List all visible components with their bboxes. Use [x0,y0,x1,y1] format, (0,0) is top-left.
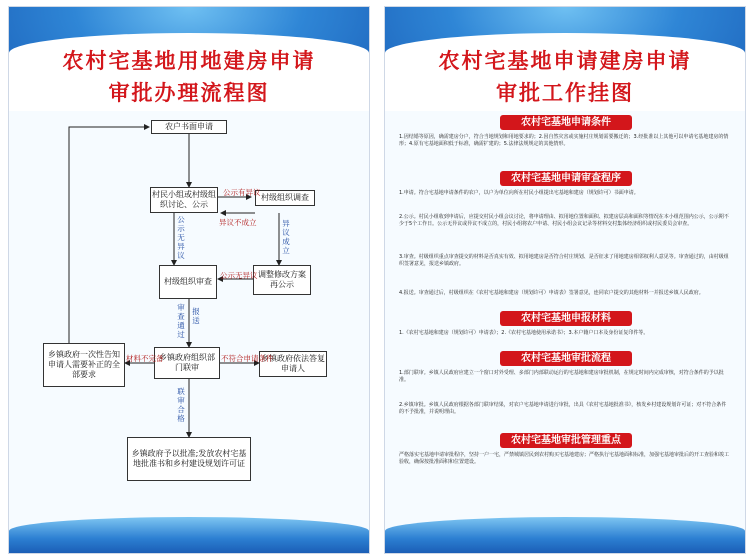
review-step-4: 4.报送。审查通过后，村级组织在《农村宅基地和建房（规划许可）申请表》签署意见，连同农户提交的其他材料一并报送乡镇人民政府。 [399,290,704,296]
poster-footer-band [385,517,745,553]
section-process-heading: 农村宅基地审批流程 [500,351,632,366]
flow-apply-box: 农户书面申请 [151,120,227,134]
section-key-points-heading: 农村宅基地审批管理重点 [500,433,632,448]
poster-title: 农村宅基地申请建房申请 [438,49,692,73]
label-objection-invalid: 异议不成立 [219,218,257,227]
process-step-2: 2.乡镇审批。乡镇人民政府根据各部门联审结果，对农户宅基地申请进行审批，出具《农村宅基地批准书》，核发乡村建设规划许可证；对不符合条件的不予批准，并说明理由。 [399,402,727,415]
section-conditions-heading: 农村宅基地申请条件 [500,115,632,130]
flow-township-review-box: 乡镇政府组织部门联审 [154,347,220,379]
label-incomplete: 材料不完备 [126,354,164,363]
label-objection-valid: 异议成立 [282,219,290,255]
label-report: 报送 [192,307,200,325]
poster-title: 农村宅基地用地建房申请 [62,49,316,73]
work-chart-poster [384,6,746,554]
review-step-2: 2.公示。村民小组收到申请后，应提交村民小组会议讨论，将申请理由、拟用地位置和面积、拟建房层高和面积等情况在本小组范围内公示，公示期不少于5个工作日。公示无异议或异议不成立的，村民小组将农户申请、村民小组会议记录等材料交村集体经济组织或村民委员会审查。 [399,214,729,227]
flow-notify-box: 乡镇政府一次性告知申请人需要补正的全部要求 [43,343,125,387]
review-step-3: 3.审查。村级组织重点审查提交的材料是否真实有效、拟用地建房是否符合村庄规划、是否征求了用地建房相邻权利人意见等。审查通过的，由村级组织签署意见，报送乡镇政府。 [399,254,729,267]
key-points-text: 严格落实宅基地申请审批程序，坚持一户一宅，严禁城镇居民到农村购买宅基地建房；严格执行宅基地面积标准，加强宅基地审批后的开工查验和竣工验收，确保按批准面积和位置建设。 [399,452,730,465]
flowchart-poster [8,6,370,554]
flow-modify-box: 调整修改方案再公示 [253,265,311,295]
poster-footer-band [9,517,369,553]
flow-group-review-box: 村民小组或村级组织讨论、公示 [150,187,218,213]
label-has-objection: 公示有异议 [223,188,261,197]
label-no-objection-2: 公示无异议 [220,271,258,280]
flow-village-submit-box: 村级组织审查 [159,265,217,299]
label-no-objection-1: 公示无异议 [177,215,185,260]
label-submit: 审查通过 [177,303,185,339]
label-not-meet: 不符合申请条件 [221,354,274,363]
process-step-1: 1.部门联审。乡镇人民政府应建立一个窗口对外受理、多部门内部联动运行的宅基地和建房审批机制，在规定时间内完成审核，对符合条件的予以批准。 [399,370,724,383]
section-review-heading: 农村宅基地申请审查程序 [500,171,632,186]
review-step-1: 1.申请。符合宅基地申请条件的农户，以户为单位向所在村民小组提出宅基地和建房（规划许可）书面申请。 [399,190,639,196]
label-passed: 联审合格 [177,387,185,423]
conditions-text: 1.因结婚等原因，确需建房分户，符合当地规划和用地要求的；2.因自然灾害或实施村庄规划需要搬迁的；3.经批准以上其他可以申请宅基地建房的情形；4.原有宅基地面积低于标准，确需扩建的；5.法律法规规定的其他情形。 [399,134,729,147]
poster-subtitle: 审批工作挂图 [496,81,634,105]
poster-subtitle: 审批办理流程图 [108,81,270,105]
flow-reject-box: 乡镇政府依法答复申请人 [259,351,327,377]
flow-village-review-box: 村级组织调查 [255,190,315,206]
materials-text: 1.《农村宅基地和建房（规划许可）申请表》；2.《农村宅基地使用承诺书》；3.本户籍户口本及身份证复印件等。 [399,330,649,336]
flow-approve-box: 乡镇政府予以批准;发放农村宅基地批准书和乡村建设规划许可证 [127,437,251,481]
section-materials-heading: 农村宅基地申报材料 [500,311,632,326]
